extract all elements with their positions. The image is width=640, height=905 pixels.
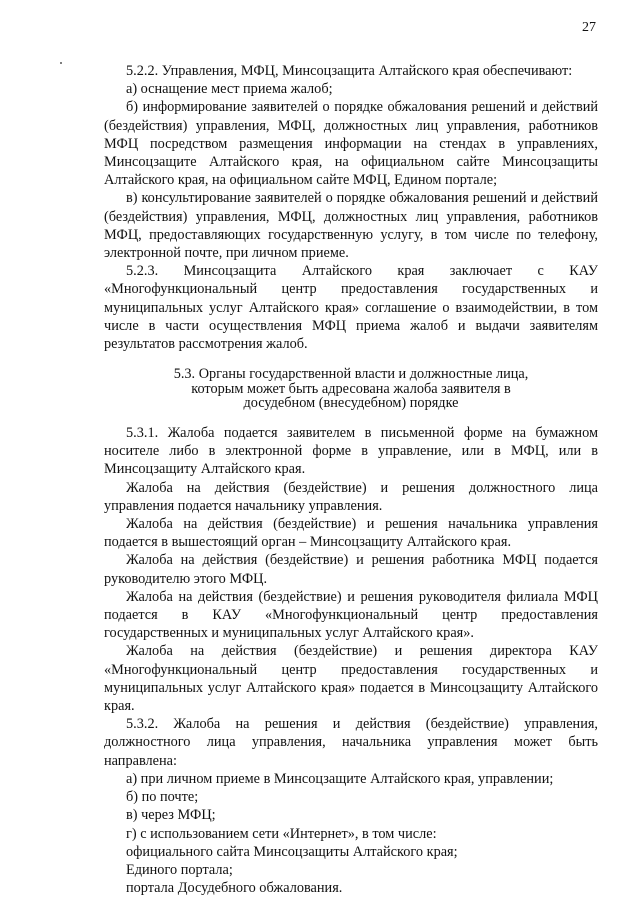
paragraph-5-2-2: 5.2.2. Управления, МФЦ, Минсоцзащита Алтайского края обеспечивают: bbox=[126, 63, 573, 79]
page-number: 27 bbox=[582, 20, 596, 35]
paragraph-complaint-branch-head: Жалоба на действия (бездействие) и решения руководителя филиала МФЦ подается в КАУ «Многофункциональный центр предоставления государственных и муниципальных услуг Алтайского края». bbox=[104, 588, 598, 642]
paragraph-complaint-head: Жалоба на действия (бездействие) и решения начальника управления подается в вышестоящий орган – Минсоцзащиту Алтайского края. bbox=[104, 516, 598, 551]
list-item-a: а) оснащение мест приема жалоб; bbox=[126, 81, 333, 98]
list-item-official-site: официального сайта Минсоцзащиты Алтайского края; bbox=[126, 843, 458, 860]
scan-speck bbox=[60, 62, 62, 64]
list-item-b: б) информирование заявителей о порядке обжалования решений и действий (бездействия) управления, МФЦ, должностных лиц управления, работников МФЦ посредством размещения информации на стендах в управлениях, Минсоцзащите Алтайского края, на официальном сайте Минсоцзащиты Алтайского края, на официальном сайте МФЦ, Едином портале; bbox=[104, 99, 598, 189]
list-item-v: в) консультирование заявителей о порядке обжалования решений и действий (бездействия) управления, МФЦ, должностных лиц управления, работников МФЦ, предоставляющих государственную услугу, в том числе по телефону, электронной почте, при личном приеме. bbox=[104, 190, 598, 262]
section-heading-5-3: 5.3. Органы государственной власти и должностные лица, которым может быть адресована жалоба заявителя в досудебном (внесудебном) порядке bbox=[173, 366, 529, 412]
list-item-pretrial-portal: портала Досудебного обжалования. bbox=[126, 880, 343, 897]
list-item-mfc: в) через МФЦ; bbox=[126, 807, 216, 824]
paragraph-5-3-2: 5.3.2. Жалоба на решения и действия (бездействие) управления, должностного лица управления, начальника управления может быть направлена: bbox=[104, 716, 598, 769]
list-item-mail: б) по почте; bbox=[126, 789, 199, 806]
list-item-personal: а) при личном приеме в Минсоцзащите Алтайского края, управлении; bbox=[126, 770, 554, 787]
paragraph-complaint-mfc-worker: Жалоба на действия (бездействие) и решения работника МФЦ подается руководителю этого МФЦ. bbox=[104, 552, 598, 587]
document-body bbox=[104, 62, 598, 897]
paragraph-complaint-director: Жалоба на действия (бездействие) и решения директора КАУ «Многофункциональный центр предоставления государственных и муниципальных услуг Алтайского края» подается в Минсоцзащиту Алтайского края. bbox=[104, 643, 598, 715]
list-item-internet: г) с использованием сети «Интернет», в том числе: bbox=[126, 825, 437, 842]
paragraph-5-3-1: 5.3.1. Жалоба подается заявителем в письменной форме на бумажном носителе либо в электронной форме в управление, или в МФЦ, или в Минсоцзащиту Алтайского края. bbox=[104, 425, 598, 478]
paragraph-complaint-official: Жалоба на действия (бездействие) и решения должностного лица управления подается начальнику управления. bbox=[104, 479, 598, 514]
paragraph-5-2-3: 5.2.3. Минсоцзащита Алтайского края заключает с КАУ «Многофункциональный центр предоставления государственных и муниципальных услуг Алтайского края» соглашение о взаимодействии, в том числе в части осуществления МФЦ приема жалоб и выдачи заявителям результатов рассмотрения жалоб. bbox=[104, 263, 598, 353]
list-item-unified-portal: Единого портала; bbox=[126, 861, 233, 878]
